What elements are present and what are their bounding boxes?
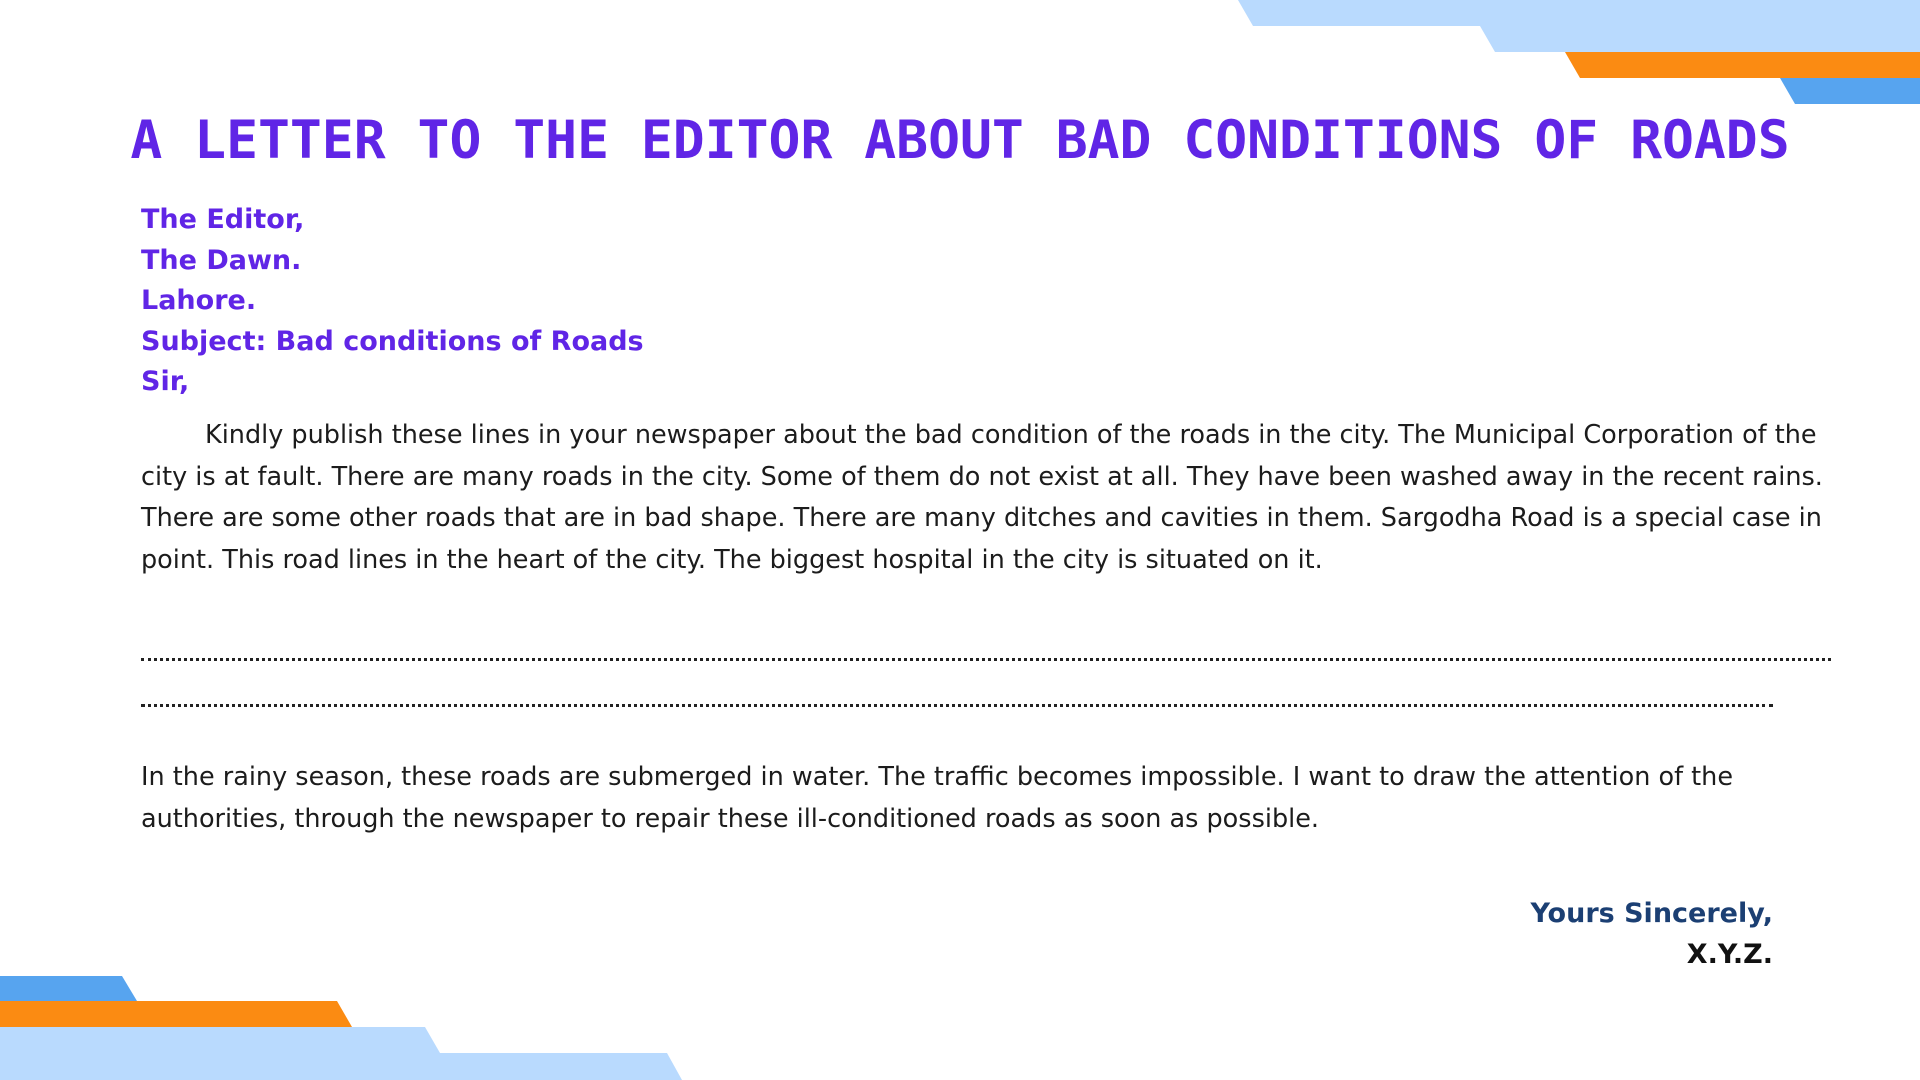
top-orange-band — [1565, 52, 1920, 78]
dotted-blank-line-1 — [141, 658, 1831, 661]
body-paragraph-2: In the rainy season, these roads are submerged in water. The traffic becomes impossible. I want to draw the attention of the authorities, through the newspaper to repair these ill-conditioned roads as soon as possible. — [141, 762, 1734, 834]
signature: X.Y.Z. — [1686, 939, 1773, 970]
address-line-newspaper: The Dawn. — [141, 244, 302, 276]
bottom-blue-band — [0, 976, 137, 1001]
bottom-orange-band — [0, 1001, 352, 1027]
address-line-city: Lahore. — [141, 285, 257, 317]
salutation: Sir, — [141, 366, 190, 398]
top-blue-band — [1780, 78, 1920, 104]
letter-title: A LETTER TO THE EDITOR ABOUT BAD CONDITIONS OF ROADS — [130, 110, 1790, 171]
top-light-blue-band — [1238, 0, 1920, 26]
bottom-light-blue-band — [0, 1027, 440, 1053]
dotted-blank-line-2 — [141, 704, 1773, 707]
closing-line: Yours Sincerely, — [1530, 898, 1773, 929]
body-paragraph-1: Kindly publish these lines in your newspaper about the bad condition of the roads in the city. The Municipal Corporation of the city is at fault. There are many roads in the city. Some of them do not exist at all. They have been washed away in the recent rains. There are some other roads that are in bad shape. There are many ditches and cavities in them. Sargodha Road is a special case in point. This road lines in the heart of the city. The biggest hospital in the city is situated on it. — [141, 420, 1823, 575]
subject-line: Subject: Bad conditions of Roads — [141, 325, 644, 357]
bottom-light-blue-band-lower — [0, 1053, 682, 1080]
address-block — [141, 200, 644, 403]
top-light-blue-band-lower — [1480, 26, 1920, 52]
address-line-recipient: The Editor, — [141, 204, 305, 235]
